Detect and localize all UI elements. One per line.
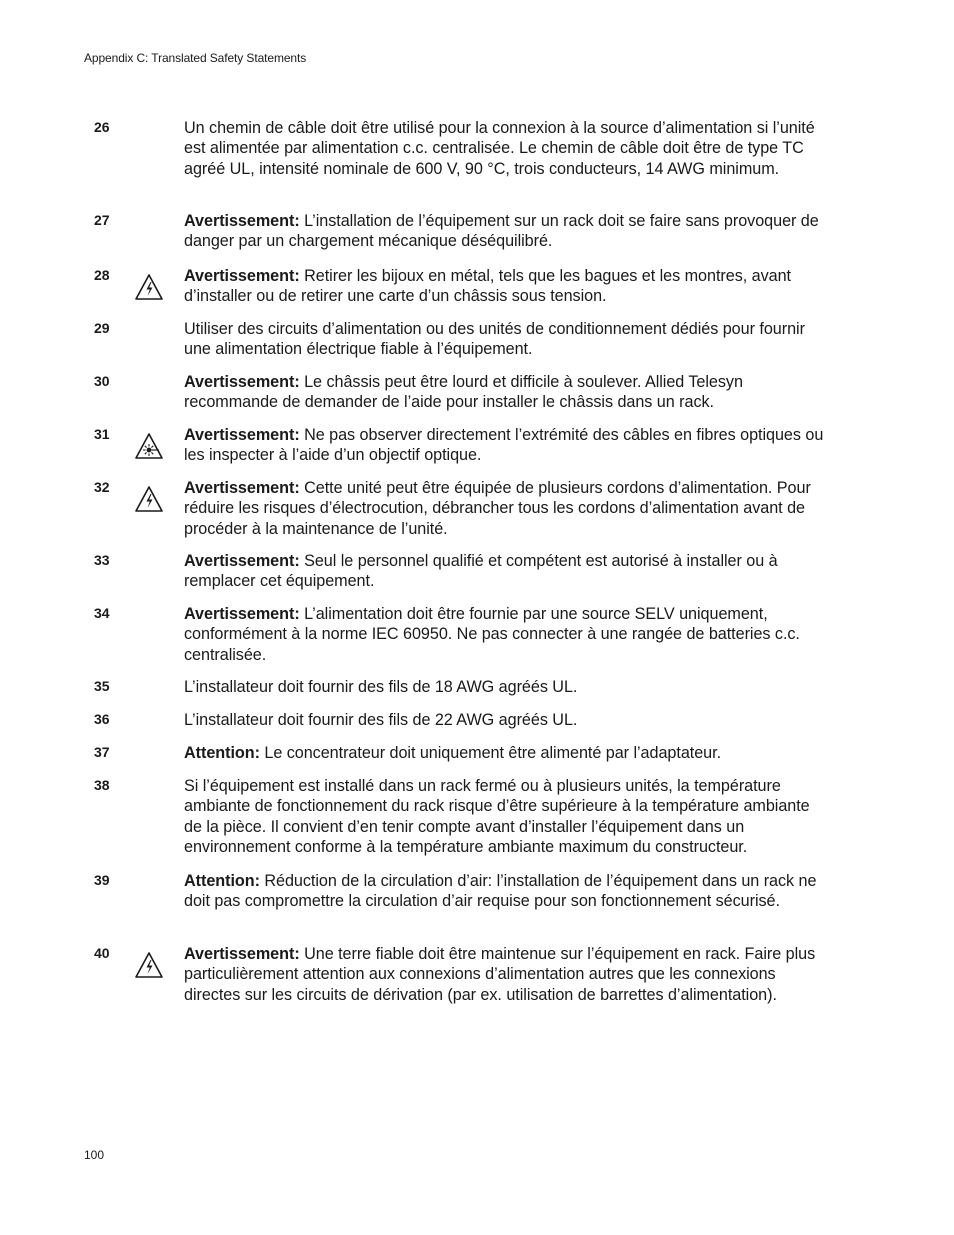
statement-text xyxy=(184,372,829,413)
statement-label: Avertissement: xyxy=(184,267,300,285)
statement-body: Réduction de la circulation d’air: l’installation de l’équipement dans un rack ne doit pas compromettre la circulation d’air requise pour son fonctionnement sécurisé. xyxy=(184,872,817,911)
electrical-hazard-icon xyxy=(134,485,164,513)
statement-body: L’installateur doit fournir des fils de 22 AWG agréés UL. xyxy=(184,711,578,729)
statement-body: Ne pas observer directement l’extrémité des câbles en fibres optiques ou les inspecter à l’aide d’un objectif optique. xyxy=(184,426,824,465)
statement-text xyxy=(184,425,829,466)
statement-number: 32 xyxy=(94,479,110,495)
statement-number: 36 xyxy=(94,711,110,727)
statement-number: 29 xyxy=(94,320,110,336)
statement-label: Attention: xyxy=(184,744,260,762)
statement-body: Utiliser des circuits d’alimentation ou des unités de conditionnement dédiés pour fournir une alimentation électrique fiable à l’équipement. xyxy=(184,320,805,359)
statement-number: 40 xyxy=(94,945,110,961)
statement-text xyxy=(184,319,829,360)
statement-body: L’installateur doit fournir des fils de 18 AWG agréés UL. xyxy=(184,678,578,696)
laser-hazard-icon xyxy=(134,432,164,460)
statement-label: Avertissement: xyxy=(184,426,300,444)
statement-body: Si l’équipement est installé dans un rack fermé ou à plusieurs unités, la température ambiante de fonctionnement du rack risque d’être supérieure à la température ambiante de la pièce. Il convient d’en tenir compte avant d’installer l’équipement dans un environnement conforme à la température ambiante maximum du constructeur. xyxy=(184,777,810,856)
statement-label: Attention: xyxy=(184,872,260,890)
statement-text xyxy=(184,478,829,539)
page-number: 100 xyxy=(84,1148,105,1162)
statement-body: Une terre fiable doit être maintenue sur l’équipement en rack. Faire plus particulièrement attention aux connexions d’alimentation autres que les connexions directes sur les circuits de dérivation (par ex. utilisation de barrettes d’alimentation). xyxy=(184,945,816,1004)
running-header: Appendix C: Translated Safety Statements xyxy=(84,51,307,65)
statement-text xyxy=(184,677,829,697)
statement-label: Avertissement: xyxy=(184,373,300,391)
statement-text xyxy=(184,118,829,179)
statement-body: Seul le personnel qualifié et compétent est autorisé à installer ou à remplacer cet équipement. xyxy=(184,552,778,591)
statement-text xyxy=(184,776,829,857)
statement-number: 31 xyxy=(94,426,110,442)
statement-label: Avertissement: xyxy=(184,479,300,497)
statement-number: 35 xyxy=(94,678,110,694)
statement-label: Avertissement: xyxy=(184,945,300,963)
statement-number: 38 xyxy=(94,777,110,793)
statement-text xyxy=(184,551,829,592)
statement-text xyxy=(184,743,829,763)
statement-text xyxy=(184,710,829,730)
statement-label: Avertissement: xyxy=(184,605,300,623)
statement-number: 26 xyxy=(94,119,110,135)
statement-body: L’installation de l’équipement sur un rack doit se faire sans provoquer de danger par un chargement mécanique déséquilibré. xyxy=(184,212,819,251)
statement-number: 39 xyxy=(94,872,110,888)
statement-body: Un chemin de câble doit être utilisé pour la connexion à la source d’alimentation si l’unité est alimentée par alimentation c.c. centralisée. Le chemin de câble doit être de type TC agréé UL, intensité nominale de 600 V, 90 °C, trois conducteurs, 14 AWG minimum. xyxy=(184,119,815,178)
statement-body: L’alimentation doit être fournie par une source SELV uniquement, conformément à la norme IEC 60950. Ne pas connecter à une rangée de batteries c.c. centralisée. xyxy=(184,605,800,664)
statement-label: Avertissement: xyxy=(184,212,300,230)
electrical-hazard-icon xyxy=(134,273,164,301)
statement-label: Avertissement: xyxy=(184,552,300,570)
statement-body: Cette unité peut être équipée de plusieurs cordons d’alimentation. Pour réduire les risques d’électrocution, débrancher tous les cordons d’alimentation avant de procéder à la maintenance de l’unité. xyxy=(184,479,811,538)
statement-text xyxy=(184,944,829,1005)
statement-number: 30 xyxy=(94,373,110,389)
statement-text xyxy=(184,871,829,912)
electrical-hazard-icon xyxy=(134,951,164,979)
statement-number: 34 xyxy=(94,605,110,621)
statement-text xyxy=(184,211,829,252)
statement-number: 33 xyxy=(94,552,110,568)
statement-number: 27 xyxy=(94,212,110,228)
statement-text xyxy=(184,266,829,307)
statement-body: Retirer les bijoux en métal, tels que les bagues et les montres, avant d’installer ou de retirer une carte d’un châssis sous tension. xyxy=(184,267,791,306)
statement-body: Le châssis peut être lourd et difficile à soulever. Allied Telesyn recommande de demander de l’aide pour installer le châssis dans un rack. xyxy=(184,373,743,412)
statement-number: 37 xyxy=(94,744,110,760)
statement-body: Le concentrateur doit uniquement être alimenté par l’adaptateur. xyxy=(264,744,722,762)
statement-number: 28 xyxy=(94,267,110,283)
statement-text xyxy=(184,604,829,665)
